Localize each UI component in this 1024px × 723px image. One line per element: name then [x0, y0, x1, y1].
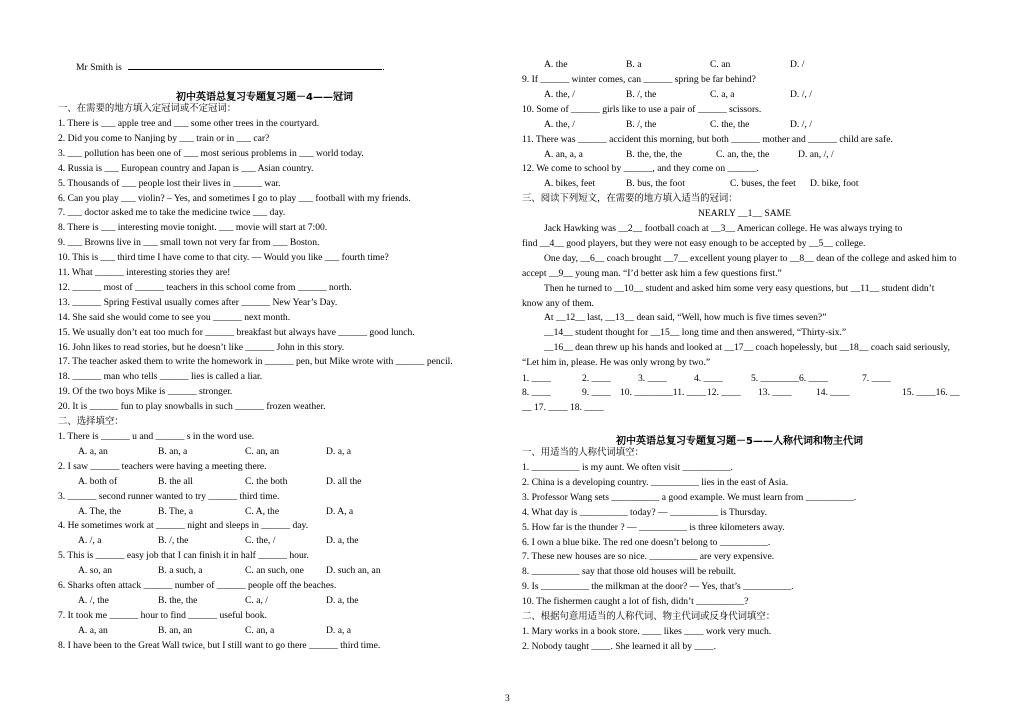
- question-item: 2. Did you come to Nanjing by ___ train or in ___ car?: [58, 132, 270, 144]
- answer-slot: 1. ____: [522, 373, 551, 384]
- pron-sec1-heading: 一、用适当的人称代词填空：: [522, 447, 644, 458]
- sec2-heading: 二、选择填空：: [58, 416, 124, 427]
- mc-option: D. such an, an: [326, 565, 381, 577]
- passage-line: At __12__ last, __13__ dean said, “Well, how much is five times seven?”: [544, 312, 827, 324]
- question-item: 1. __________ is my aunt. We often visit __________.: [522, 462, 733, 473]
- mc-option: C. the, /: [245, 535, 276, 547]
- passage-line: One day, __6__ coach brought __7__ excellent young player to __8__ dean of the college and asked him to: [544, 252, 957, 264]
- question-item: 17. The teacher asked them to write the homework in ______ pen, but Mike wrote with ______ pencil.: [58, 356, 453, 368]
- mc-option: D. a, a: [326, 445, 352, 457]
- mc-option: A. /, the: [78, 594, 109, 606]
- question-item: 4. Russia is ___ European country and Japan is ___ Asian country.: [58, 162, 314, 174]
- passage-line: Then he turned to __10__ student and asked him some very easy questions, but __11__ student didn’t: [544, 282, 935, 294]
- sec1-heading: 一、在需要的地方填入定冠词或不定冠词：: [58, 103, 237, 114]
- passage-line: __16__ dean threw up his hands and looked at __17__ coach hopelessly, but __18__ coach said seriously,: [544, 342, 950, 354]
- right-column: [512, 0, 1024, 723]
- mc-question: 3. ______ second runner wanted to try ______ third time.: [58, 490, 280, 502]
- mc-question: 6. Sharks often attack ______ number of ______ people off the beaches.: [58, 580, 337, 591]
- section-title-pronouns: 初中英语总复习专题复习题－5——人称代词和物主代词: [616, 436, 863, 447]
- question-item: 13. ______ Spring Festival usually comes after ______ New Year’s Day.: [58, 296, 338, 308]
- answer-slot: 9. ____: [582, 387, 611, 398]
- question-item: 15. We usually don’t eat too much for ______ breakfast but always have ______ good lunch.: [58, 326, 415, 338]
- mc-option: B. a: [626, 59, 642, 70]
- mc-option: A. the: [544, 59, 568, 70]
- mc-option: B. /, the: [626, 118, 657, 130]
- mc-option: B. The, a: [158, 505, 193, 517]
- mc-option: D. an, /, /: [798, 148, 834, 160]
- question-item: 10. The fishermen caught a lot of fish, didn’t __________?: [522, 596, 749, 608]
- question-item: 12. ______ most of ______ teachers in this school come from ______ north.: [58, 281, 352, 293]
- answer-slot: __ 17. ____ 18. ____: [522, 402, 604, 413]
- question-item: 18. ______ man who tells ______ lies is called a liar.: [58, 371, 263, 383]
- question-item: 10. This is ___ third time I have come to that city. — Would you like ___ fourth time?: [58, 252, 389, 264]
- mc-option: D. all the: [326, 475, 362, 487]
- mc-question: 10. Some of ______ girls like to use a pair of ______ scissors.: [522, 103, 762, 115]
- mc-option: D. bike, foot: [810, 178, 859, 190]
- mc-option: C. an, a: [245, 624, 275, 636]
- answer-slot: 14. ____: [816, 387, 850, 398]
- question-item: 2. Nobody taught ____. She learned it all by ____.: [522, 640, 716, 652]
- intro-line: Mr Smith is .: [76, 62, 385, 73]
- mc-option: D. /, /: [790, 118, 812, 130]
- mc-option: C. an, an: [245, 445, 280, 457]
- passage-line: __14__ student thought for __15__ long time and then answered, “Thirty-six.”: [544, 327, 847, 339]
- mc-option: B. a such, a: [158, 565, 203, 577]
- question-item: 3. ___ pollution has been one of ___ most serious problems in ___ world today.: [58, 147, 364, 159]
- question-item: 3. Professor Wang sets __________ a good example. We must learn from __________.: [522, 491, 857, 503]
- mc-question: 2. I saw ______ teachers were having a meeting there.: [58, 460, 267, 472]
- mc-option: D. a, the: [326, 594, 359, 606]
- question-item: 1. There is ___ apple tree and ___ some other trees in the courtyard.: [58, 118, 320, 129]
- mc-option: B. bus, the foot: [626, 178, 685, 190]
- mc-option: A. the, /: [544, 88, 575, 100]
- question-item: 8. __________ say that those old houses will be rebuilt.: [522, 566, 736, 578]
- mc-question: 5. This is ______ easy job that I can finish it in half ______ hour.: [58, 550, 309, 562]
- mc-option: A. bikes, feet: [544, 178, 596, 190]
- question-item: 16. John likes to read stories, but he doesn’t like ______ John in this story.: [58, 341, 345, 353]
- answer-slot: 7. ____: [862, 373, 891, 384]
- question-item: 5. Thousands of ___ people lost their lives in ______ war.: [58, 177, 281, 189]
- mc-option: A. the, /: [544, 118, 575, 130]
- mc-option: A. /, a: [78, 535, 102, 547]
- question-item: 4. What day is __________ today? — __________ is Thursday.: [522, 506, 767, 518]
- answer-slot: 15. ____16. __: [902, 387, 960, 398]
- answer-slot: 5. ________6. ____: [751, 373, 828, 384]
- mc-question: 7. It took me ______ hour to find ______ useful book.: [58, 609, 267, 621]
- mc-option: A. so, an: [78, 565, 113, 577]
- question-item: 19. Of the two boys Mike is ______ stronger.: [58, 386, 233, 398]
- mc-option: D. /: [790, 59, 805, 70]
- passage-line: know any of them.: [522, 297, 594, 309]
- mc-question: 4. He sometimes work at ______ night and sleeps in ______ day.: [58, 520, 309, 532]
- question-item: 20. It is ______ fun to play snowballs in such ______ frozen weather.: [58, 401, 326, 413]
- answer-slot: 3. ____: [638, 373, 667, 384]
- mc-question: 11. There was ______ accident this morning, but both ______ mother and ______ child are safe.: [522, 133, 893, 145]
- mc-option: C. a, /: [245, 594, 268, 606]
- mc-question: 8. I have been to the Great Wall twice, but I still want to go there ______ third time.: [58, 639, 381, 651]
- answer-slot: 12. ____: [707, 387, 741, 398]
- mc-option: B. an, an: [158, 624, 193, 636]
- question-item: 11. What ______ interesting stories they are!: [58, 267, 231, 278]
- passage-line: Jack Hawking was __2__ football coach at __3__ American college. He was always trying to: [544, 223, 903, 234]
- mc-option: C. an: [710, 59, 731, 70]
- question-item: 7. ___ doctor asked me to take the medicine twice ___ day.: [58, 207, 286, 219]
- mc-option: B. an, a: [158, 445, 188, 457]
- mc-option: D. a, the: [326, 535, 359, 547]
- sec3-heading: 三、阅读下列短文，在需要的地方填入适当的冠词：: [522, 193, 738, 204]
- section-title-articles: 初中英语总复习专题复习题－4——冠词: [176, 92, 353, 103]
- question-item: 5. How far is the thunder ? — __________ is three kilometers away.: [522, 521, 785, 533]
- answer-slot: 13. ____: [758, 387, 792, 398]
- question-item: 9. ___ Browns live in ___ small town not very far from ___ Boston.: [58, 237, 320, 249]
- answer-slot: 4. ____: [694, 373, 723, 384]
- passage-line: “Let him in, please. He was only wrong by two.”: [522, 357, 711, 369]
- mc-option: A. a, an: [78, 624, 108, 636]
- mc-option: C. A, the: [245, 505, 280, 517]
- mc-option: A. both of: [78, 475, 118, 487]
- passage-title: NEARLY __1__ SAME: [698, 208, 792, 219]
- passage-line: find __4__ good players, but they were not easy enough to be accepted by __5__ college.: [522, 237, 866, 249]
- mc-option: B. the, the: [158, 594, 198, 606]
- mc-option: B. /, the: [626, 88, 657, 100]
- mc-option: C. the both: [245, 475, 288, 487]
- question-item: 14. She said she would come to see you ______ next month.: [58, 311, 291, 323]
- question-item: 8. There is ___ interesting movie tonight. ___ movie will start at 7:00.: [58, 222, 328, 234]
- question-item: 6. Can you play ___ violin? – Yes, and sometimes I go to play ___ football with my friends.: [58, 192, 411, 204]
- mc-option: C. buses, the feet: [730, 178, 796, 190]
- question-item: 6. I own a blue bike. The red one doesn’t belong to __________.: [522, 536, 771, 548]
- mc-option: D. a, a: [326, 624, 352, 636]
- mc-option: D. /, /: [790, 88, 812, 100]
- mc-question: 12. We come to school by ______, and they come on ______.: [522, 163, 759, 175]
- mc-option: C. an, the, the: [716, 148, 770, 160]
- pron-sec2-heading: 二、根据句意用适当的人称代词、物主代词或反身代词填空：: [522, 611, 776, 622]
- mc-option: B. the all: [158, 475, 193, 487]
- passage-line: accept __9__ young man. “I’d better ask him a few questions first.”: [522, 267, 782, 279]
- mc-option: C. the, the: [710, 118, 750, 130]
- answer-slot: 10. ________11. ____: [620, 387, 706, 398]
- mc-option: C. an such, one: [245, 565, 304, 577]
- mc-option: C. a, a: [710, 88, 735, 100]
- answer-blank[interactable]: [128, 60, 382, 70]
- mc-option: B. /, the: [158, 535, 189, 547]
- mc-option: A. a, an: [78, 445, 108, 457]
- mc-option: B. the, the, the: [626, 148, 682, 160]
- answer-slot: 2. ____: [582, 373, 611, 384]
- mc-option: D. A, a: [326, 505, 354, 517]
- question-item: 7. These new houses are so nice. __________ are very expensive.: [522, 551, 775, 563]
- question-item: 1. Mary works in a book store. ____ likes ____ work very much.: [522, 626, 772, 637]
- mc-option: A. The, the: [78, 505, 121, 517]
- page-number: 3: [505, 694, 510, 704]
- answer-slot: 8. ____: [522, 387, 551, 398]
- question-item: 9. Is __________ the milkman at the door? — Yes, that’s __________.: [522, 581, 794, 593]
- mc-option: A. an, a, a: [544, 148, 583, 160]
- mc-question: 1. There is ______ u and ______ s in the word use.: [58, 431, 255, 442]
- mc-question: 9. If ______ winter comes, can ______ spring be far behind?: [522, 74, 756, 85]
- question-item: 2. China is a developing country. __________ lies in the east of Asia.: [522, 476, 789, 488]
